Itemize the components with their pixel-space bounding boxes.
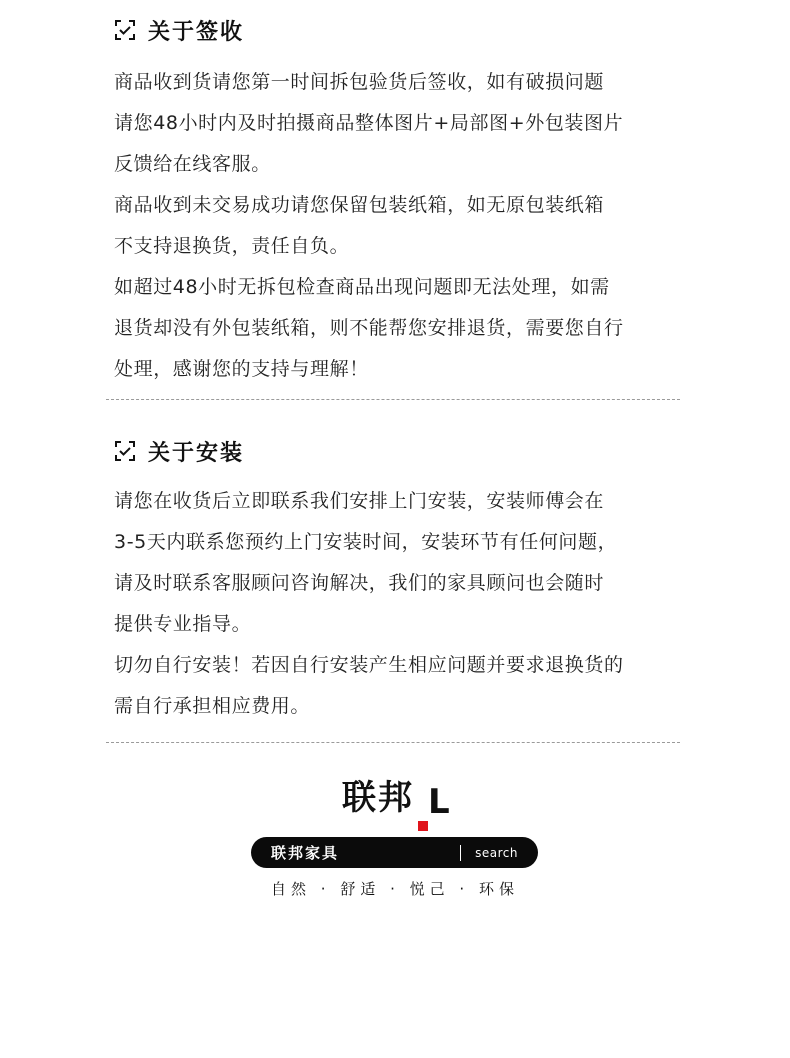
install-line-4: 提供专业指导。 [114,613,252,635]
brand-logo-text: 联邦 [342,778,414,818]
install-section-title: 关于安装 [148,440,245,466]
brand-pill-name: 联邦家具 [271,844,340,862]
sign-section [114,12,694,390]
sign-line-5: 不支持退换货，责任自负。 [114,235,350,257]
brand-slogan: 自然 · 舒适 · 悦己 · 环保 [271,880,519,898]
sign-section-body [114,62,694,390]
brand-logo-letter: L [428,782,452,822]
section-divider [106,399,680,400]
sign-line-1: 商品收到货请您第一时间拆包验货后签收，如有破损问题 [114,71,605,93]
section-divider [106,742,680,743]
install-section-body [114,481,694,727]
sign-line-6: 如超过48小时无拆包检查商品出现问题即无法处理，如需 [114,276,610,298]
scan-check-icon [114,440,136,462]
sign-line-8: 处理，感谢您的支持与理解！ [114,358,369,380]
scan-check-icon [114,19,136,41]
search-label[interactable]: search [475,845,518,860]
install-section-header [114,433,694,469]
install-line-2: 3-5天内联系您预约上门安装时间，安装环节有任何问题， [114,531,618,553]
sign-line-4: 商品收到未交易成功请您保留包装纸箱，如无原包装纸箱 [114,194,605,216]
install-line-1: 请您在收货后立即联系我们安排上门安装，安装师傅会在 [114,490,605,512]
brand-search-pill[interactable] [251,837,538,868]
install-section [114,433,694,727]
install-line-6: 需自行承担相应费用。 [114,695,311,717]
sign-section-header [114,12,694,48]
brand-logo [342,770,452,822]
brand-red-square [418,821,428,831]
pill-divider [460,845,461,861]
sign-line-7: 退货却没有外包装纸箱，则不能帮您安排退货，需要您自行 [114,317,624,339]
sign-line-2: 请您48小时内及时拍摄商品整体图片+局部图+外包装图片 [114,112,624,134]
sign-section-title: 关于签收 [148,19,245,45]
brand-logo-mark [418,781,452,822]
brand-logo-area [0,770,790,822]
sign-line-3: 反馈给在线客服。 [114,153,271,175]
install-line-3: 请及时联系客服顾问咨询解决，我们的家具顾问也会随时 [114,572,605,594]
install-line-5: 切勿自行安装！若因自行安装产生相应问题并要求退换货的 [114,654,624,676]
